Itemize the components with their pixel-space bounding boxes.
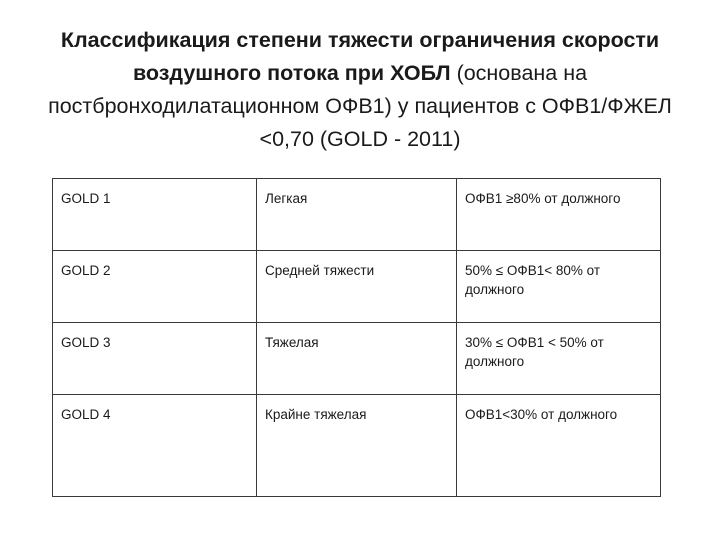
stage-cell: GOLD 3 <box>53 323 257 395</box>
severity-cell: Крайне тяжелая <box>257 395 457 497</box>
severity-cell: Тяжелая <box>257 323 457 395</box>
gold-classification-table <box>52 178 661 497</box>
criterion-cell: 30% ≤ ОФВ1 < 50% от должного <box>457 323 661 395</box>
stage-cell: GOLD 1 <box>53 179 257 251</box>
severity-cell: Средней тяжести <box>257 251 457 323</box>
table-row <box>53 251 661 323</box>
stage-cell: GOLD 4 <box>53 395 257 497</box>
severity-cell: Легкая <box>257 179 457 251</box>
table-row <box>53 179 661 251</box>
criterion-cell: ОФВ1<30% от должного <box>457 395 661 497</box>
table-row <box>53 395 661 497</box>
criterion-cell: 50% ≤ ОФВ1< 80% от должного <box>457 251 661 323</box>
criterion-cell: ОФВ1 ≥80% от должного <box>457 179 661 251</box>
slide-title <box>40 24 680 156</box>
slide-title-regular: (основана на постбронходилатационном ОФВ1) у пациентов с ОФВ1/ФЖЕЛ <0,70 (GOLD - 2011) <box>48 61 672 151</box>
table-row <box>53 323 661 395</box>
slide-title-bold: Классификация степени тяжести ограничения скорости воздушного потока при ХОБЛ <box>60 28 660 85</box>
stage-cell: GOLD 2 <box>53 251 257 323</box>
